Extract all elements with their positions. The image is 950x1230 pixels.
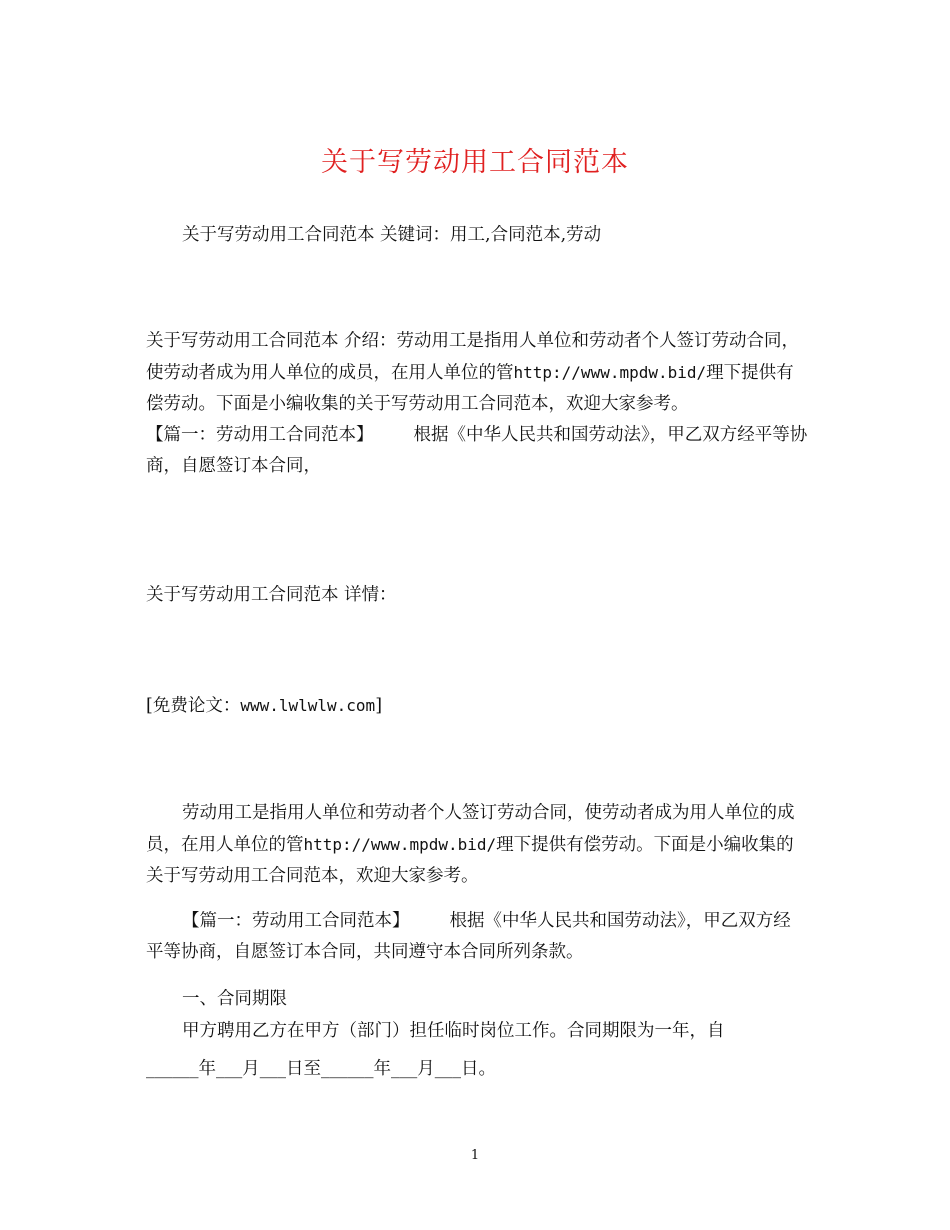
body-text-1: 劳动用工是指用人单位和劳动者个人签订劳动合同，使劳动者成为用人单位的成员，在用人单位的管 <box>146 803 795 855</box>
details-label: 关于写劳动用工合同范本 详情： <box>146 585 397 605</box>
body-url-link[interactable]: http://www.mpdw.bid/ <box>303 835 497 854</box>
body-paragraph <box>146 798 808 892</box>
intro-chapter-heading: 【篇一：劳动用工合同范本】 <box>146 425 374 445</box>
free-paper-line <box>146 690 808 722</box>
free-paper-url-link[interactable]: www.lwlwlw.com <box>240 696 376 715</box>
intro-text-2: 理下提供有偿劳动。下面是小编收集的关于写劳动用工合同范本，欢迎大家参考。 <box>146 363 794 414</box>
chapter-heading: 【篇一：劳动用工合同范本】 <box>182 911 410 931</box>
free-paper-suffix: ] <box>375 696 383 716</box>
document-title: 关于写劳动用工合同范本 <box>321 147 629 178</box>
free-paper-prefix: [免费论文： <box>146 696 241 716</box>
intro-text-1: 关于写劳动用工合同范本 介绍：劳动用工是指用人单位和劳动者个人签订劳动合同，使劳动者成为用人单位的成员，在用人单位的管 <box>146 331 800 383</box>
intro-paragraph <box>146 326 808 482</box>
body-text-2: 理下提供有偿劳动。下面是小编收集的关于写劳动用工合同范本，欢迎大家参考。 <box>146 835 794 886</box>
intro-text-3: 根据《中华人民共和国劳动法》，甲乙双方经平等协商，自愿签订本合同， <box>146 425 808 476</box>
section-heading: 一、合同期限 <box>182 989 287 1009</box>
intro-url-link[interactable]: http://www.mpdw.bid/ <box>513 363 707 382</box>
date-line: ______年___月___日至______年___月___日。 <box>146 1059 496 1079</box>
page-number: 1 <box>470 1148 480 1163</box>
chapter-paragraph <box>146 906 808 968</box>
term-paragraph: 甲方聘用乙方在甲方（部门）担任临时岗位工作。合同期限为一年，自 <box>182 1021 725 1041</box>
keywords-line: 关于写劳动用工合同范本 关键词：用工,合同范本,劳动 <box>182 225 602 245</box>
chapter-text: 根据《中华人民共和国劳动法》，甲乙双方经平等协商，自愿签订本合同，共同遵守本合同所列条款。 <box>146 911 791 962</box>
